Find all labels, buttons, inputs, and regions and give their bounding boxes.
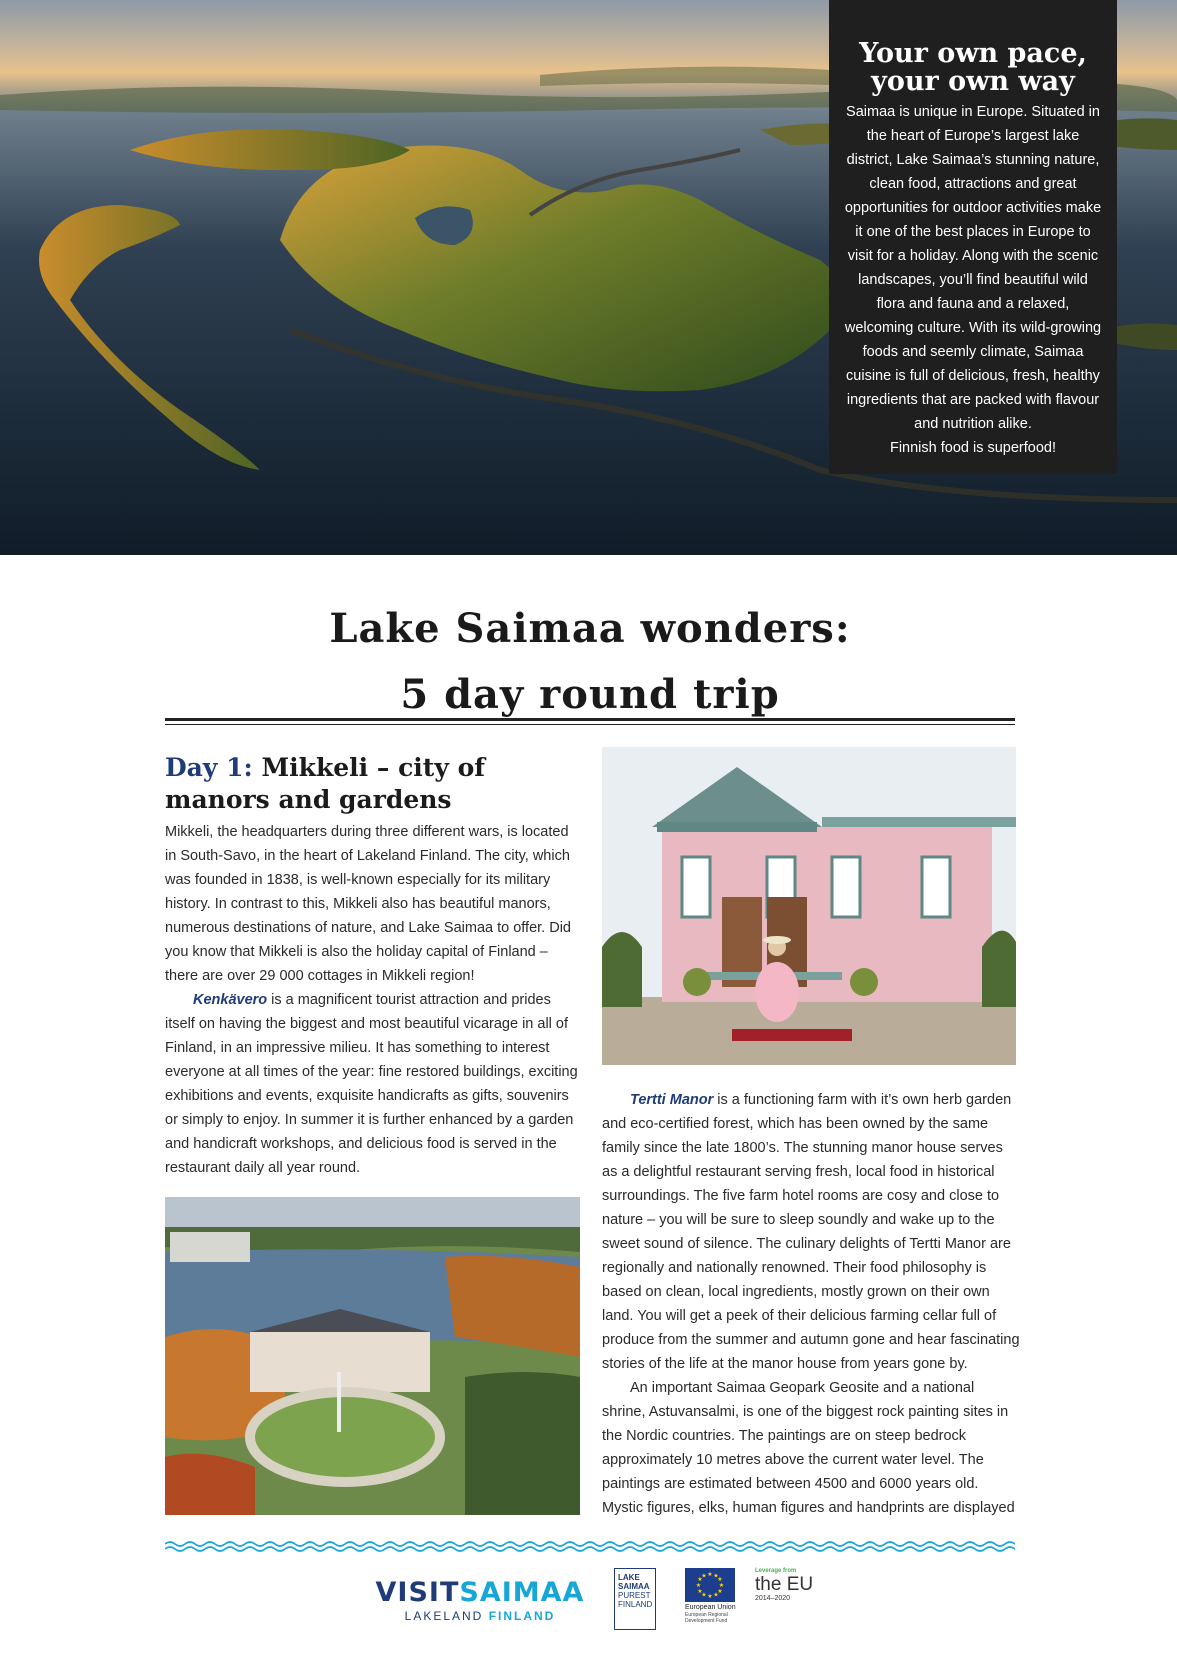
hero-title-line2: your own way [871,66,1075,97]
hero-body [843,100,1103,460]
day1-heading [165,752,585,816]
day1-label: Day 1: [165,753,253,782]
lake-saimaa-purest-logo [614,1568,656,1630]
logo-finland: FINLAND [488,1609,556,1623]
leverage-eu-logo [755,1568,817,1603]
kenkavero-photo [165,1197,580,1515]
leverage-line2: the EU [755,1574,814,1595]
svg-text:★: ★ [713,1572,719,1580]
paragraph-tertti [602,1088,1020,1376]
eu-stars-icon [685,1568,735,1602]
logo-visit-word: VISIT [375,1577,460,1608]
eu-logo [685,1568,737,1624]
svg-text:★: ★ [717,1576,723,1583]
lake-logo-line4: FINLAND [618,1600,653,1609]
hero-title [843,40,1103,96]
hero-photo [0,0,1177,555]
svg-text:★: ★ [713,1591,719,1599]
paragraph-mikkeli: Mikkeli, the headquarters during three different wars, is located in South-Savo, in the heart of Lakeland Finland. The city, which was founded in 1838, is well-known especially for its military history. In contrast to this, Mikkeli also has beautiful manors, numerous destinations of nature, and Lake Saimaa to offer. Did you know that Mikkeli is also the holiday capital of Finland – there are over 29 000 cottages in Mikkeli region! [165,824,571,984]
svg-text:★: ★ [707,1571,713,1578]
hero-body-last: Finnish food is superfood! [889,440,1057,456]
kenkavero-highlight: Kenkävero [193,992,268,1008]
svg-text:★: ★ [718,1582,725,1589]
title-divider-thin [165,724,1015,725]
eu-caption: European Union [685,1604,736,1611]
visit-saimaa-logo [370,1578,590,1624]
svg-text:★: ★ [701,1572,707,1580]
right-column [602,1088,1020,1520]
tertti-highlight: Tertti Manor [630,1092,714,1108]
lake-logo-line2: SAIMAA [618,1582,650,1591]
leverage-line3: 2014–2020 [755,1595,791,1602]
hero-title-line1: Your own pace, [859,38,1087,69]
day1-heading-text: Mikkeli – city of manors and gardens [165,753,486,814]
svg-text:★: ★ [697,1588,703,1595]
paragraph-kenkavero [165,988,583,1180]
leverage-line1: Leverage from [755,1568,797,1574]
visit-saimaa-wordmark [370,1578,590,1608]
logo-saimaa-word: SAIMAA [459,1577,585,1608]
wave-divider [165,1540,1015,1554]
left-column [165,820,583,1180]
page-title-line2: 5 day round trip [400,671,780,718]
hero-body-text: Saimaa is unique in Europe. Situated in the heart of Europe’s largest lake district, Lake Saimaa’s stunning nature, clean food, attractions and great opportunities for outdoor activities make it one of the best places in Europe to visit for a holiday. Along with the scenic landscapes, you’ll find beautiful wild flora and fauna and a relaxed, welcoming culture. With its wild-growing foods and seemly climate, Saimaa cuisine is full of delicious, fresh, healthy ingredients that are packed with flavour and nutrition alike. [844,104,1102,432]
page-title [165,596,1015,728]
eu-flag-icon [685,1568,735,1602]
svg-text:★: ★ [701,1591,707,1599]
lake-logo-line1: LAKE [618,1573,640,1582]
hero-text-box [829,0,1117,474]
title-divider-thick [165,718,1015,721]
kenkavero-text: is a magnificent tourist attraction and prides itself on having the biggest and most beautiful vicarage in all of Finland, in an impressive milieu. It has something to interest everyone at all times of the year: fine restored buildings, exciting exhibitions and events, exquisite handicrafts as gifts, souvenirs or simply to enjoy. In summer it is further enhanced by a garden and handicraft workshops, and delicious food is served in the restaurant daily all year round. [165,992,578,1176]
paragraph-astuvansalmi: An important Saimaa Geopark Geosite and a national shrine, Astuvansalmi, is one of the biggest rock painting sites in the Nordic countries. The paintings are on steep bedrock approximately 10 metres above the current water level. The paintings are estimated between 4500 and 6000 years old. Mystic figures, elks, human figures and handprints are displayed [602,1380,1015,1516]
pink-manor-illustration [602,747,1016,1065]
svg-text:★: ★ [697,1576,703,1583]
svg-text:★: ★ [695,1582,702,1589]
eu-fund-caption: European Regional Development Fund [685,1612,728,1624]
logo-lakeland: LAKELAND [404,1609,484,1623]
page-title-line1: Lake Saimaa wonders: [329,605,851,652]
manor-aerial-illustration [165,1197,580,1515]
svg-text:★: ★ [717,1588,723,1595]
lake-logo-line3: PUREST [618,1591,651,1600]
tertti-manor-photo [602,747,1016,1065]
svg-text:★: ★ [707,1593,713,1600]
tertti-text: is a functioning farm with it’s own herb garden and eco-certified forest, which has been owned by the same family since the late 1800’s. The stunning manor house serves as a delightful restaurant serving fresh, local food in historical surroundings. The five farm hotel rooms are cosy and close to nature – you will be sure to sleep soundly and wake up to the sweet sound of silence. The culinary delights of Tertti Manor are regionally and nationally renowned. Their food philosophy is based on clean, local ingredients, mostly grown on their own land. You will get a peek of their delicious farming cellar full of produce from the summer and autumn gone and hear fascinating stories of the life at the manor house from years gone by. [602,1092,1020,1372]
lakeland-finland-tagline [370,1608,590,1624]
